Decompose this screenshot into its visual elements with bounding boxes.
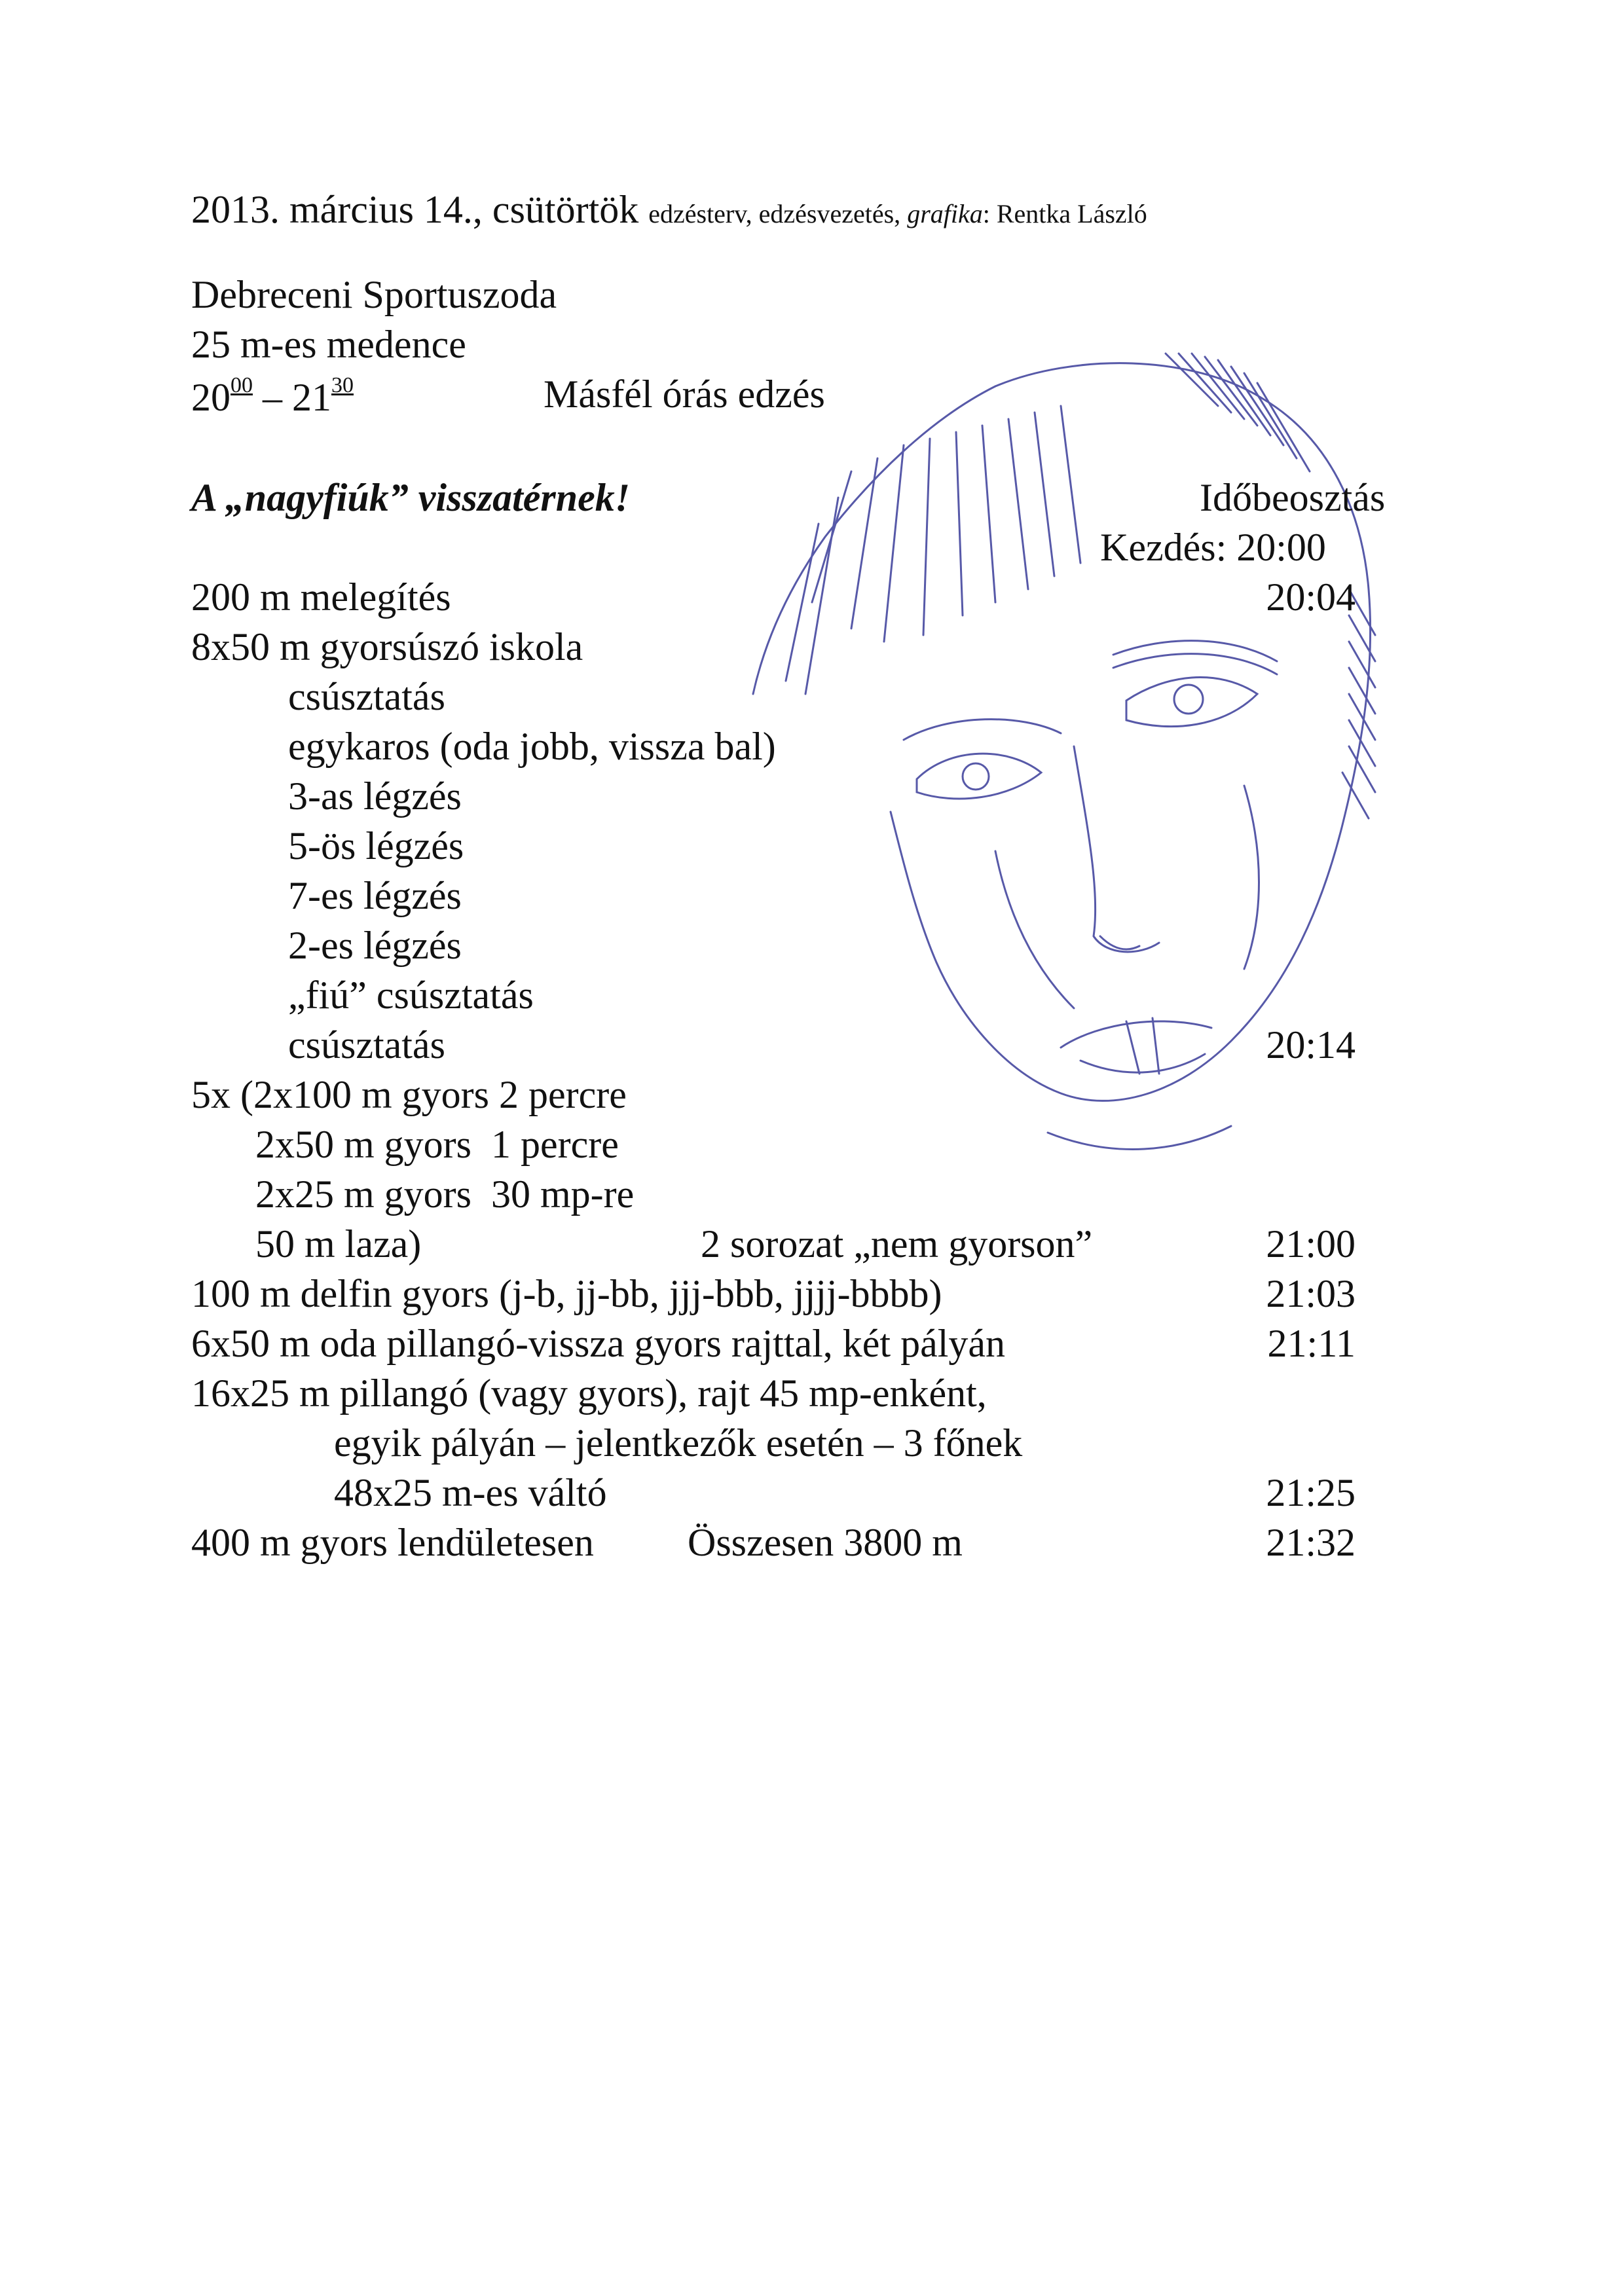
line-10: 5x (2x100 m gyors 2 percre	[191, 1073, 627, 1116]
time-9: 20:14	[1266, 1023, 1356, 1066]
line-14: 100 m delfin gyors (j-b, jj-bb, jjj-bbb, jjjj-bbbb)	[191, 1272, 942, 1315]
line-0: 200 m melegítés	[191, 575, 451, 619]
line-3: egykaros (oda jobb, vissza bal)	[288, 725, 776, 768]
line-19: 400 m gyors lendületesen	[191, 1521, 594, 1564]
line-19-note: Összesen 3800 m	[688, 1521, 963, 1564]
credits: edzésterv, edzésvezetés, grafika: Rentka László	[648, 199, 1147, 228]
time-14: 21:03	[1266, 1272, 1356, 1315]
venue-name: Debreceni Sportuszoda	[191, 273, 557, 316]
face-sketch-icon	[655, 327, 1467, 1270]
schedule-start: Kezdés: 20:00	[1100, 526, 1326, 569]
line-16: 16x25 m pillangó (vagy gyors), rajt 45 mp-enként,	[191, 1372, 987, 1415]
time-19: 21:32	[1266, 1521, 1356, 1564]
line-8: „fiú” csúsztatás	[288, 974, 534, 1017]
line-1: 8x50 m gyorsúszó iskola	[191, 625, 583, 668]
session-time: $20^{00} - 21^{30}$	[191, 373, 354, 419]
pool-size: 25 m-es medence	[191, 323, 466, 366]
line-7: 2-es légzés	[288, 924, 462, 967]
line-17: egyik pályán – jelentkezők esetén – 3 főnek	[334, 1421, 1023, 1465]
time-0: 20:04	[1266, 575, 1356, 619]
subtitle: A „nagyfiúk” visszatérnek!	[191, 476, 631, 519]
line-5: 5-ös légzés	[288, 824, 464, 867]
line-9: csúsztatás	[288, 1023, 445, 1066]
line-13: 50 m laza)	[255, 1222, 422, 1266]
header-line	[191, 190, 1147, 229]
line-12: 2x25 m gyors 30 mp-re	[255, 1173, 635, 1216]
line-11: 2x50 m gyors 1 percre	[255, 1123, 619, 1166]
time-15: 21:11	[1267, 1322, 1356, 1365]
line-15: 6x50 m oda pillangó-vissza gyors rajttal, két pályán	[191, 1322, 1006, 1365]
duration: Másfél órás edzés	[544, 373, 825, 416]
line-18: 48x25 m-es váltó	[334, 1471, 607, 1514]
line-6: 7-es légzés	[288, 874, 462, 917]
line-13-note: 2 sorozat „nem gyorson”	[701, 1222, 1093, 1266]
time-13: 21:00	[1266, 1222, 1356, 1266]
date: 2013. március 14., csütörtök	[191, 188, 639, 231]
schedule-heading: Időbeosztás	[1200, 476, 1386, 519]
line-4: 3-as légzés	[288, 774, 462, 818]
time-18: 21:25	[1266, 1471, 1356, 1514]
line-2: csúsztatás	[288, 675, 445, 718]
